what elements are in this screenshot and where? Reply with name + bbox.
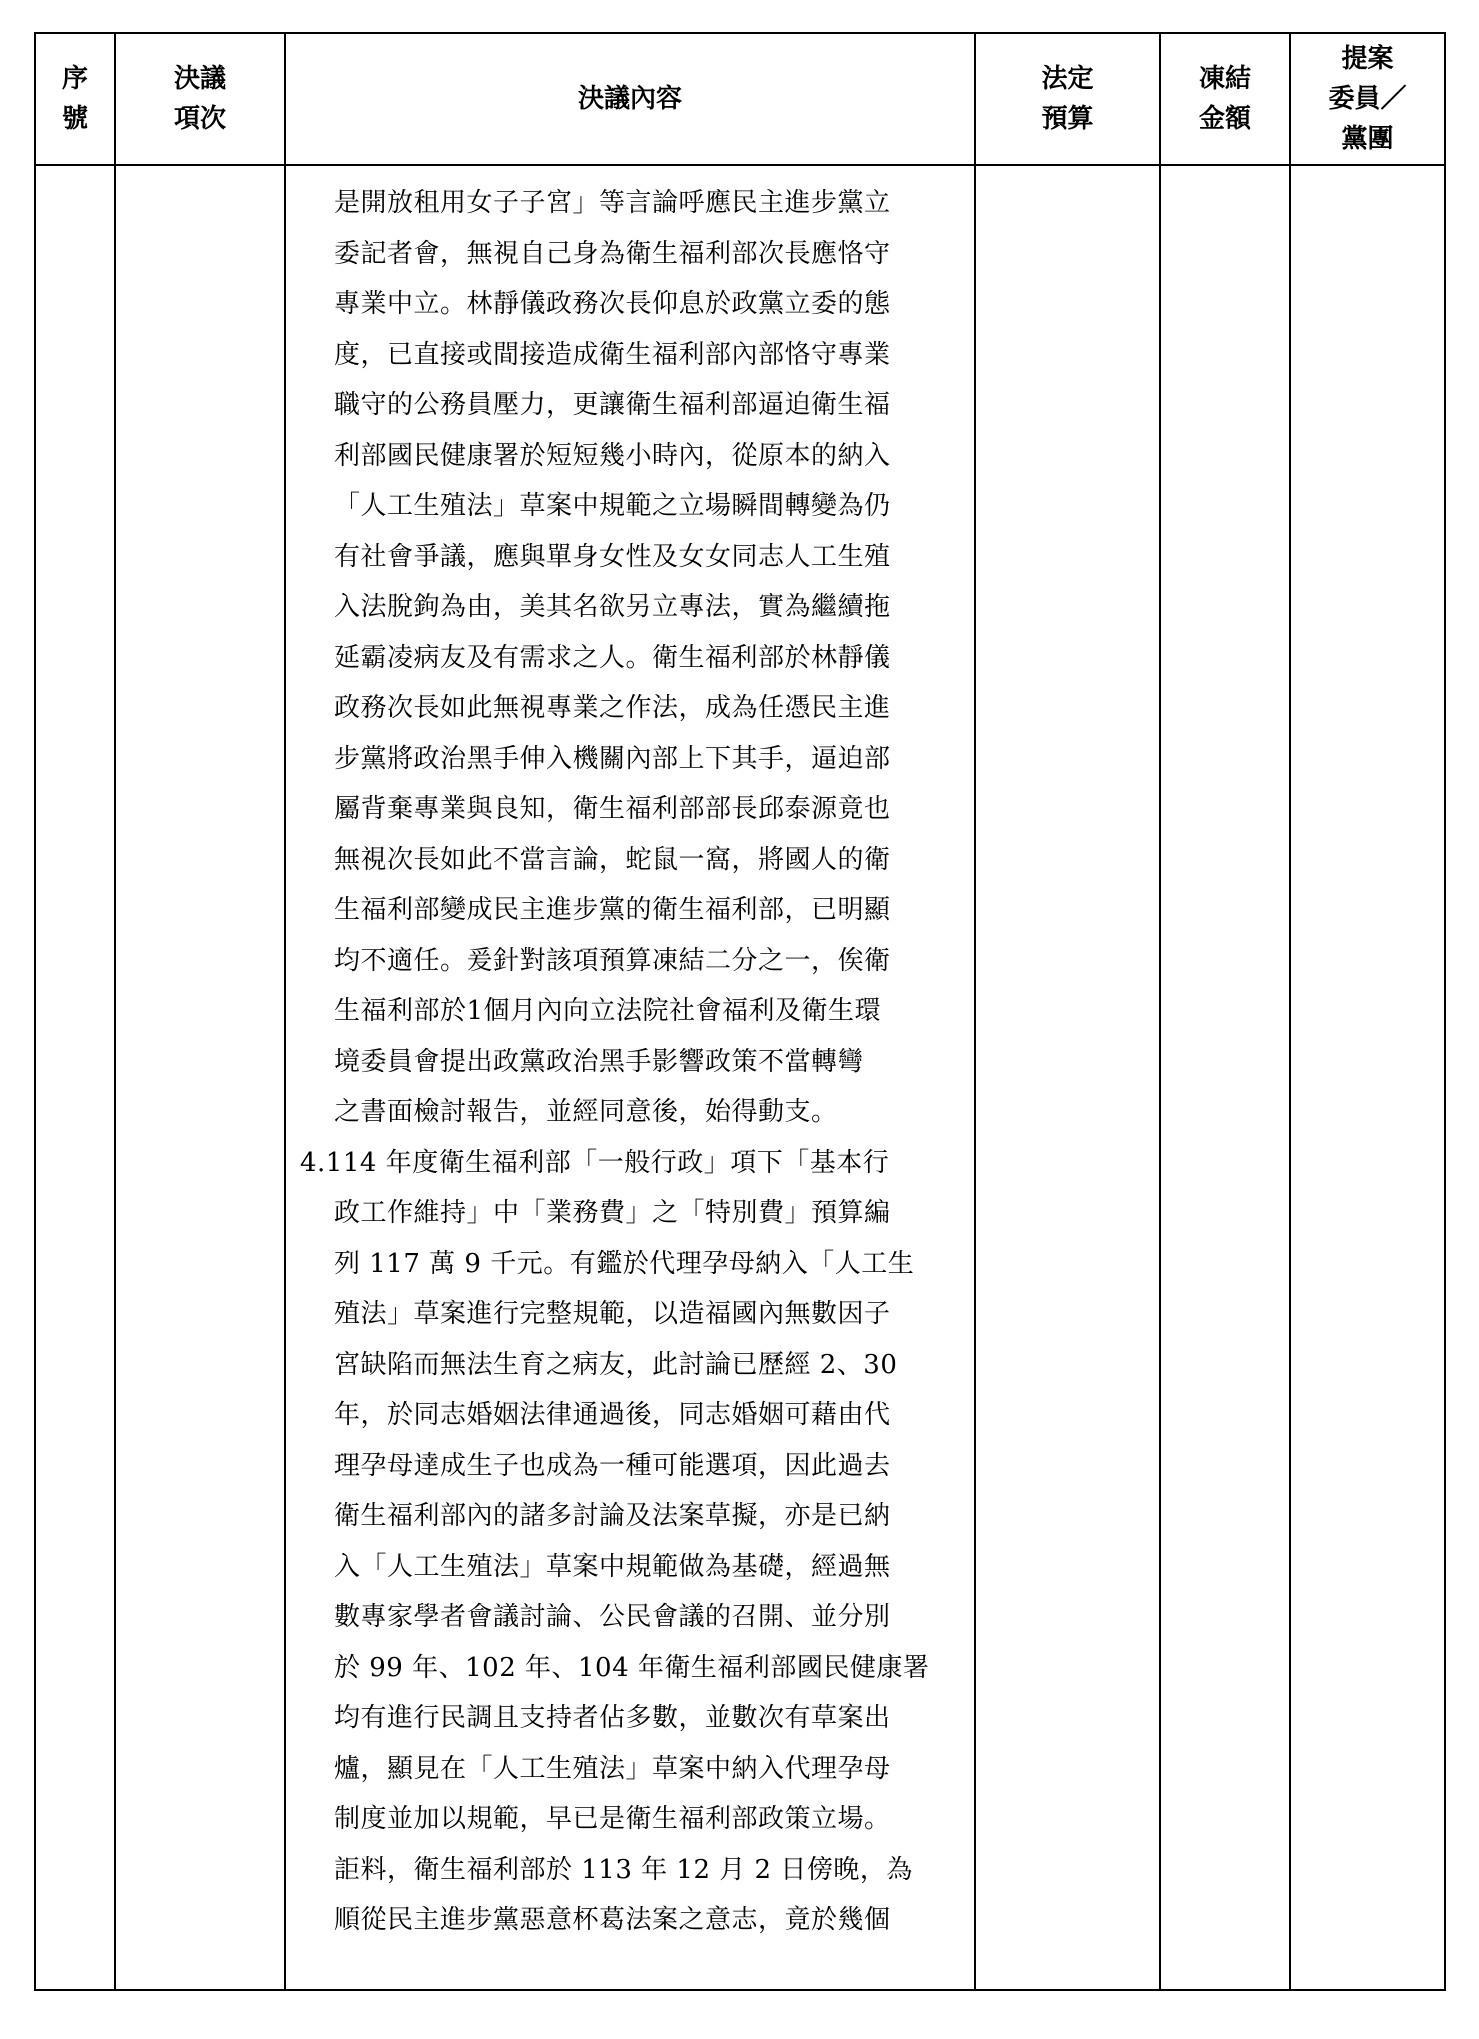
text-line: 理孕母達成生子也成為一種可能選項，因此過去 [334,1450,891,1481]
text-line: 屬背棄專業與良知，衛生福利部部長邱泰源竟也 [334,794,891,824]
text-line: 生福利部變成民主進步黨的衛生福利部，已明顯 [334,895,891,925]
header-frozen: 凍結 金額 [1160,33,1290,165]
text-line: 入「人工生殖法」草案中規範做為基礎，經過無 [334,1551,891,1582]
text-line: 數專家學者會議討論、公民會議的召開、並分別 [334,1602,891,1632]
text-line: 是開放租用女子子宮」等言論呼應民主進步黨立 [334,188,891,218]
header-budget: 法定 預算 [975,33,1160,165]
header-row [35,33,1445,165]
budget-cell [975,165,1160,1990]
text-line: 入法脫鉤為由，美其名欲另立專法，實為繼續拖 [334,592,891,622]
text-line: 詎料，衛生福利部於 113 年 12 月 2 日傍晚，為 [334,1854,913,1885]
text-line: 專業中立。林靜儀政務次長仰息於政黨立委的態 [334,289,891,319]
body-row [35,165,1445,1990]
text-line: 「人工生殖法」草案中規範之立場瞬間轉變為仍 [334,491,891,521]
text-line: 之書面檢討報告，並經同意後，始得動支。 [334,1097,838,1127]
header-item: 決議 項次 [115,33,285,165]
text-line: 委記者會，無視自己身為衛生福利部次長應恪守 [334,238,891,269]
text-line: 於 99 年、102 年、104 年衛生福利部國民健康署 [334,1652,930,1683]
content-cell [285,165,975,1990]
text-line: 爐，顯見在「人工生殖法」草案中納入代理孕母 [334,1753,891,1784]
text-line: 殖法」草案進行完整規範，以造福國內無數因子 [334,1299,891,1329]
seq-cell [35,165,115,1990]
text-line: 職守的公務員壓力，更讓衛生福利部逼迫衛生福 [334,390,891,420]
text-line: 延霸凌病友及有需求之人。衛生福利部於林靜儀 [334,642,891,673]
text-line: 均不適任。爰針對該項預算凍結二分之一，俟衛 [334,945,891,976]
text-line: 年，於同志婚姻法律通過後，同志婚姻可藉由代 [334,1400,891,1430]
text-line: 衛生福利部內的諸多討論及法案草擬，亦是已納 [334,1501,891,1531]
text-line: 有社會爭議，應與單身女性及女女同志人工生殖 [334,541,891,572]
text-line: 政務次長如此無視專業之作法，成為任憑民主進 [334,693,891,723]
resolution-table [34,32,1446,1991]
frozen-cell [1160,165,1290,1990]
text-line: 步黨將政治黑手伸入機關內部上下其手，逼迫部 [334,743,891,774]
text-line: 列 117 萬 9 千元。有鑑於代理孕母納入「人工生 [334,1248,915,1279]
text-line: 4.114 年度衛生福利部「一般行政」項下「基本行 [300,1147,890,1178]
text-line: 制度並加以規範，早已是衛生福利部政策立場。 [334,1804,891,1834]
resolution-text [286,166,974,1946]
text-line: 度，已直接或間接造成衛生福利部內部恪守專業 [334,339,891,370]
text-line: 生福利部於1個月內向立法院社會福利及衛生環 [334,996,882,1026]
text-line: 利部國民健康署於短短幾小時內，從原本的納入 [334,440,891,471]
text-line: 順從民主進步黨惡意杯葛法案之意志，竟於幾個 [334,1905,891,1935]
item-cell [115,165,285,1990]
text-line: 境委員會提出政黨政治黑手影響政策不當轉彎 [334,1046,865,1077]
text-line: 政工作維持」中「業務費」之「特別費」預算編 [334,1198,891,1228]
text-line: 均有進行民調且支持者佔多數，並數次有草案出 [334,1703,891,1733]
proposer-cell [1290,165,1445,1990]
text-line: 無視次長如此不當言論，蛇鼠一窩，將國人的衛 [334,844,891,875]
header-seq: 序 號 [35,33,115,165]
header-proposer: 提案 委員／ 黨團 [1290,33,1445,165]
header-content: 決議內容 [285,33,975,165]
text-line: 宮缺陷而無法生育之病友，此討論已歷經 2、30 [334,1349,898,1380]
